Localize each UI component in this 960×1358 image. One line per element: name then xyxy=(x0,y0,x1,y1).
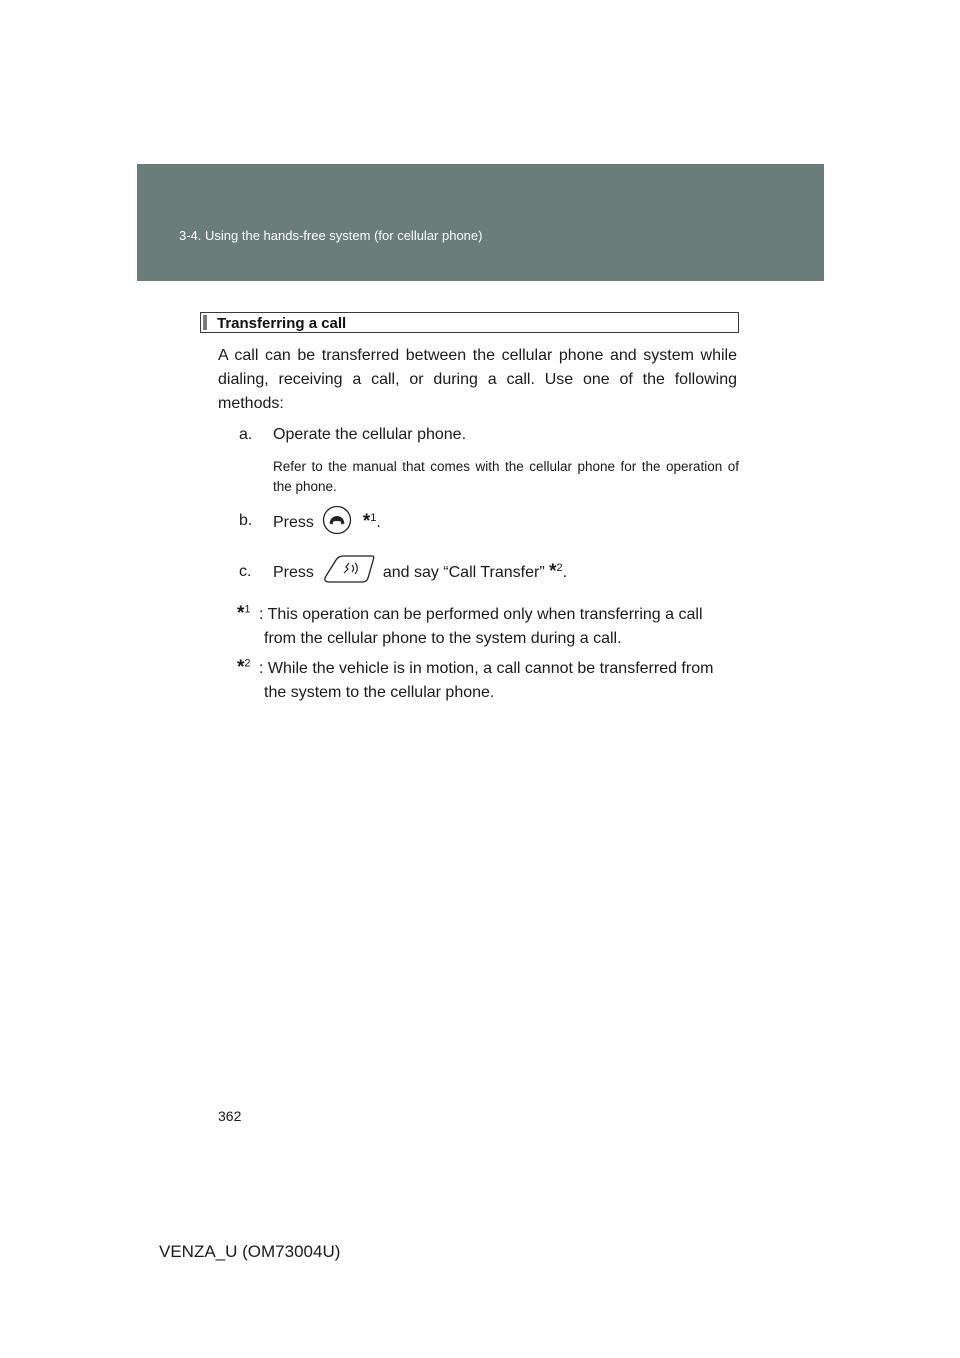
method-b-sup: 1 xyxy=(370,511,377,524)
intro-paragraph: A call can be transferred between the cellular phone and system while dialing, receiving a call, or during a call. Use one of the following methods: xyxy=(218,347,737,412)
method-c-end: . xyxy=(562,564,568,582)
method-a-label: a. xyxy=(239,426,253,443)
method-c-sup: 2 xyxy=(556,561,563,574)
footnote-1-text: : This operation can be performed only when transferring a call xyxy=(259,606,703,623)
header-band xyxy=(137,164,824,281)
method-b-press: Press xyxy=(273,514,314,532)
section-header-label: 3-4. Using the hands-free system (for cellular phone) xyxy=(179,228,483,243)
section-title-bar xyxy=(203,315,207,330)
note-text: Refer to the manual that comes with the cellular phone for the operation of the phone. xyxy=(273,459,739,494)
footnote-1-mark: * xyxy=(237,603,245,624)
footnote-2-text: : While the vehicle is in motion, a call cannot be transferred from xyxy=(259,660,714,677)
method-b-end: . xyxy=(376,514,381,532)
footnote-1-sup: 1 xyxy=(244,603,251,616)
section-title: Transferring a call xyxy=(217,315,347,332)
footnote-2-sup: 2 xyxy=(244,657,251,670)
footnote-1-cont: from the cellular phone to the system during a call. xyxy=(264,630,622,647)
page-number: 362 xyxy=(218,1108,242,1124)
footnote-2-cont: the system to the cellular phone. xyxy=(264,684,495,701)
method-c-press: Press xyxy=(273,564,314,582)
talk-switch-icon xyxy=(322,554,376,584)
method-a-text: Operate the cellular phone. xyxy=(273,426,467,443)
method-b-mark: * xyxy=(362,511,371,533)
method-c-label: c. xyxy=(239,563,252,580)
document-id: VENZA_U (OM73004U) xyxy=(159,1242,341,1261)
method-c-mark: * xyxy=(549,561,557,583)
method-c-say: and say “Call Transfer” xyxy=(382,564,545,582)
phone-hangup-icon xyxy=(322,505,352,535)
method-b-label: b. xyxy=(239,512,253,529)
footnote-2-mark: * xyxy=(237,657,245,678)
section-title-box xyxy=(200,312,739,333)
